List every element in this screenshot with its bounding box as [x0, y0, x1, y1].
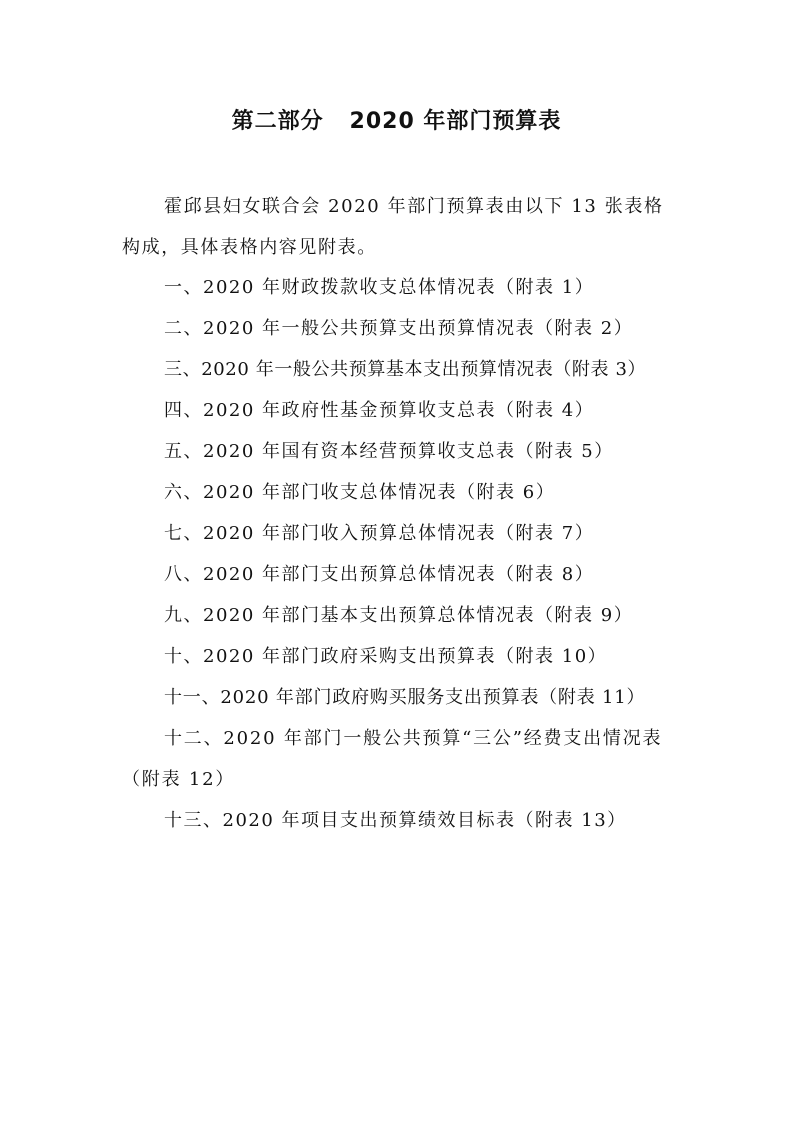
list-item: 二、2020 年一般公共预算支出预算情况表（附表 2） — [164, 318, 634, 339]
list-item: 六、2020 年部门收支总体情况表（附表 6） — [164, 482, 556, 503]
table-list — [122, 267, 677, 841]
list-item: 八、2020 年部门支出预算总体情况表（附表 8） — [164, 564, 595, 585]
list-item: 三、2020 年一般公共预算基本支出预算情况表（附表 3） — [164, 359, 647, 380]
list-item: 十三、2020 年项目支出预算绩效目标表（附表 13） — [164, 810, 627, 831]
intro-paragraph: 霍邱县妇女联合会 2020 年部门预算表由以下 13 张表格构成，具体表格内容见附表。 — [122, 196, 664, 258]
list-item: 十、2020 年部门政府采购支出预算表（附表 10） — [164, 646, 608, 667]
list-item: 十一、2020 年部门政府购买服务支出预算表（附表 11） — [164, 687, 646, 708]
list-item: 五、2020 年国有资本经营预算收支总表（附表 5） — [164, 441, 614, 462]
list-item: 九、2020 年部门基本支出预算总体情况表（附表 9） — [164, 605, 634, 626]
list-item: 四、2020 年政府性基金预算收支总表（附表 4） — [164, 400, 595, 421]
list-item: 十二、2020 年部门一般公共预算“三公”经费支出情况表（附表 12） — [122, 728, 663, 790]
list-item: 一、2020 年财政拨款收支总体情况表（附表 1） — [164, 277, 595, 298]
page-title: 第二部分 2020 年部门预算表 — [231, 109, 562, 134]
list-item: 七、2020 年部门收入预算总体情况表（附表 7） — [164, 523, 595, 544]
